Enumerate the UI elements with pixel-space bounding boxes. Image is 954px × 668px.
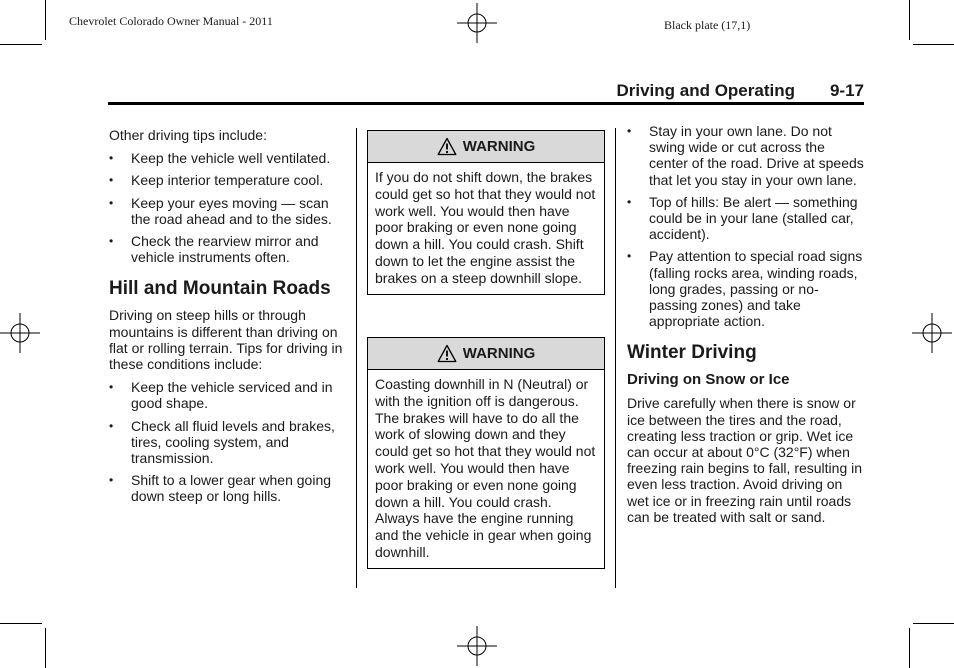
bullet: • [109, 380, 114, 395]
bullet: • [109, 473, 114, 488]
column-divider [356, 128, 357, 588]
crop-mark [45, 0, 46, 40]
section-intro: Driving on steep hills or through mountains is different than driving on flat or rolling terrain. Tips for driving in these conditions include: [109, 307, 343, 373]
warning-header [368, 338, 604, 370]
warning-label: WARNING [462, 345, 536, 362]
crop-mark [913, 44, 954, 45]
warning-box [367, 130, 605, 295]
list-item: • Shift to a lower gear when going down steep or long hills. [109, 472, 332, 505]
tips-list [109, 150, 349, 265]
bullet: • [109, 151, 114, 166]
registration-top-icon [457, 3, 497, 43]
list-item: • Stay in your own lane. Do not swing wide or cut across the center of the road. Drive at speeds that let you stay in your own lane. [627, 123, 864, 188]
column-divider [615, 128, 616, 588]
running-header [108, 81, 864, 105]
crop-mark [909, 0, 910, 40]
list-item: • Keep your eyes moving — scan the road ahead and to the sides. [109, 194, 332, 227]
right-column [627, 123, 864, 532]
intro-text: Other driving tips include: [109, 127, 267, 143]
section-title-hill-roads: Hill and Mountain Roads [109, 278, 331, 300]
section-title-winter-driving: Winter Driving [627, 342, 757, 364]
warning-triangle-icon [437, 344, 457, 364]
list-item: • Pay attention to special road signs (falling rocks area, winding roads, long grades, passing or no-passing zones) and take appropriate action. [627, 248, 863, 330]
registration-bottom-icon [457, 626, 497, 666]
crop-mark [0, 44, 42, 45]
bullet: • [627, 194, 632, 209]
list-item: • Check all fluid levels and brakes, tires, cooling system, and transmission. [109, 417, 335, 467]
lane-tips-list [627, 123, 864, 329]
bullet: • [109, 173, 114, 188]
subsection-text: Drive carefully when there is snow or ice between the tires and the road, creating less traction or grip. Wet ice can occur at about 0°C (32°F) when freezing rain begins to fall, resulting in even less traction. Avoid driving on wet ice or in freezing rain until roads can be treated with salt or sand. [627, 395, 863, 525]
list-item: • Keep the vehicle well ventilated. [109, 150, 331, 167]
list-item: • Keep the vehicle serviced and in good shape. [109, 379, 333, 412]
subsection-title-snow-ice: Driving on Snow or Ice [627, 371, 790, 389]
list-item: • Check the rearview mirror and vehicle instruments often. [109, 233, 319, 266]
warning-label: WARNING [462, 138, 536, 155]
warning-box [367, 337, 605, 569]
warning-text: Coasting downhill in N (Neutral) or with the ignition off is dangerous. The brakes will have to do all the work of slowing down and they could get so hot that they would not work well. You would then have poor braking or even none going down a hill. You could crash. Always have the engine running and the vehicle in gear when going downhill. [375, 376, 596, 560]
header-page-number: 9-17 [829, 81, 864, 100]
plate-label: Black plate (17,1) [664, 18, 751, 32]
left-column [109, 127, 349, 511]
registration-left-icon [0, 313, 40, 353]
list-item: • Keep interior temperature cool. [109, 172, 324, 189]
bullet: • [109, 234, 114, 249]
header-section-title: Driving and Operating [616, 81, 795, 100]
bullet: • [627, 124, 632, 138]
bullet: • [627, 249, 632, 264]
crop-mark [913, 623, 954, 624]
warning-text: If you do not shift down, the brakes could get so hot that they would not work well. You would then have poor braking or even none going down a hill. You could crash. Shift down to let the engine assist the brakes on a steep downhill slope. [375, 169, 596, 286]
bullet: • [109, 195, 114, 210]
crop-mark [909, 628, 910, 668]
warning-header [368, 131, 604, 163]
hill-tips-list [109, 379, 349, 504]
list-item: • Top of hills: Be alert — something could be in your lane (stalled car, accident). [627, 193, 858, 243]
warning-triangle-icon [437, 137, 457, 157]
crop-mark [45, 628, 46, 668]
manual-title: Chevrolet Colorado Owner Manual - 2011 [69, 14, 273, 28]
bullet: • [109, 418, 114, 433]
registration-right-icon [912, 313, 952, 353]
crop-mark [0, 623, 42, 624]
